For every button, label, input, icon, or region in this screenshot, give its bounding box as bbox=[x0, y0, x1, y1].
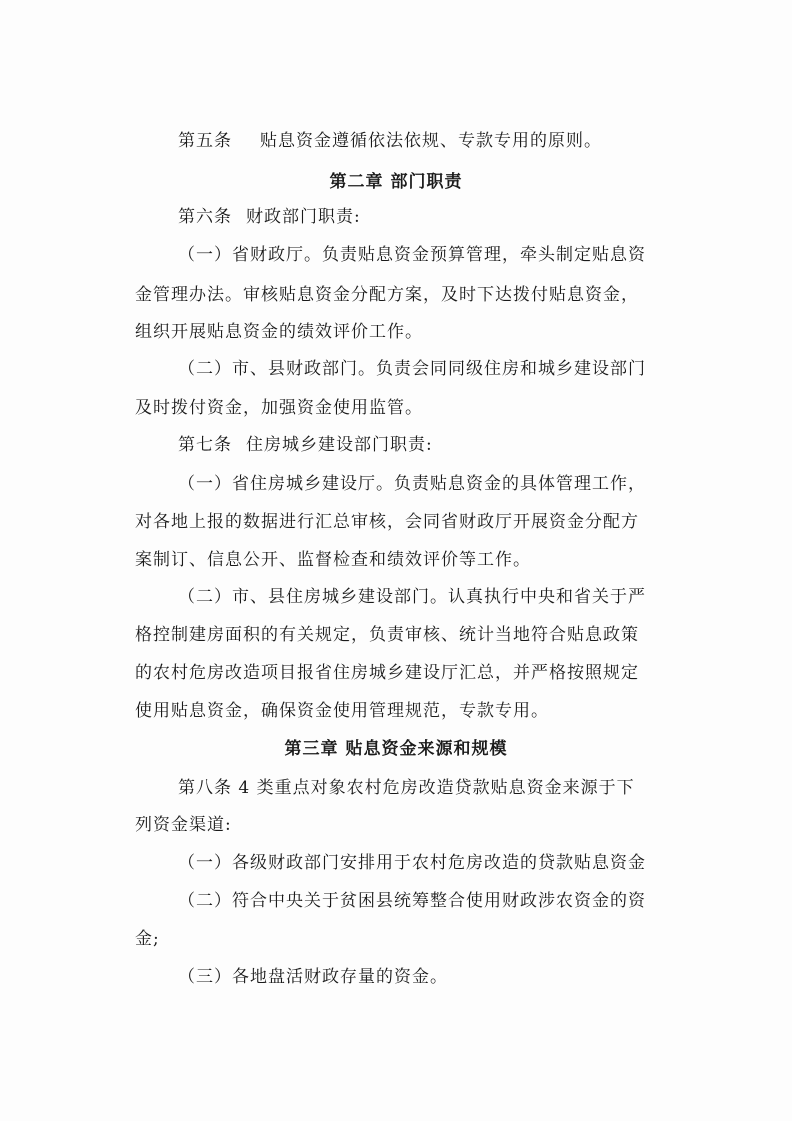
chapter-3-heading: 第三章 贴息资金来源和规模 bbox=[284, 739, 508, 759]
paragraph-line: 金管理办法。审核贴息资金分配方案，及时下达拨付贴息资金， bbox=[135, 285, 639, 305]
article-7-text: 住房城乡建设部门职责: bbox=[246, 435, 433, 455]
paragraph-line: 第八条 4 类重点对象农村危房改造贷款贴息资金来源于下 bbox=[178, 778, 635, 798]
article-7-label: 第七条 bbox=[178, 435, 232, 455]
paragraph-line: 及时拨付资金，加强资金使用监管。 bbox=[135, 398, 423, 418]
paragraph-line: 列资金渠道: bbox=[135, 815, 232, 835]
article-7 bbox=[178, 434, 433, 456]
chapter-2-heading: 第二章 部门职责 bbox=[329, 172, 463, 192]
paragraph-line: （二）市、县住房城乡建设部门。认真执行中央和省关于严 bbox=[178, 587, 646, 607]
article-5-label: 第五条 bbox=[178, 131, 232, 151]
paragraph-line: （三）各地盘活财政存量的资金。 bbox=[178, 967, 448, 987]
paragraph-line: （二）符合中央关于贫困县统筹整合使用财政涉农资金的资 bbox=[178, 891, 646, 911]
paragraph-line: 的农村危房改造项目报省住房城乡建设厅汇总，并严格按照规定 bbox=[135, 663, 639, 683]
article-6 bbox=[178, 206, 361, 228]
paragraph-line: （一）各级财政部门安排用于农村危房改造的贷款贴息资金 bbox=[178, 853, 646, 873]
article-5-text: 贴息资金遵循依法依规、专款专用的原则。 bbox=[260, 131, 602, 151]
paragraph-line: 案制订、信息公开、监督检查和绩效评价等工作。 bbox=[135, 550, 531, 570]
paragraph-line: （二）市、县财政部门。负责会同同级住房和城乡建设部门 bbox=[178, 359, 646, 379]
article-6-text: 财政部门职责: bbox=[246, 207, 361, 227]
paragraph-line: 组织开展贴息资金的绩效评价工作。 bbox=[135, 322, 423, 342]
article-5 bbox=[178, 130, 602, 152]
paragraph-line: 使用贴息资金，确保资金使用管理规范，专款专用。 bbox=[135, 701, 549, 721]
paragraph-line: （一）省财政厅。负责贴息资金预算管理，牵头制定贴息资 bbox=[178, 245, 646, 265]
paragraph-line: 对各地上报的数据进行汇总审核，会同省财政厅开展资金分配方 bbox=[135, 512, 639, 532]
paragraph-line: （一）省住房城乡建设厅。负责贴息资金的具体管理工作， bbox=[178, 474, 646, 494]
paragraph-line: 格控制建房面积的有关规定，负责审核、统计当地符合贴息政策 bbox=[135, 625, 639, 645]
paragraph-line: 金; bbox=[135, 929, 160, 949]
article-6-label: 第六条 bbox=[178, 207, 232, 227]
